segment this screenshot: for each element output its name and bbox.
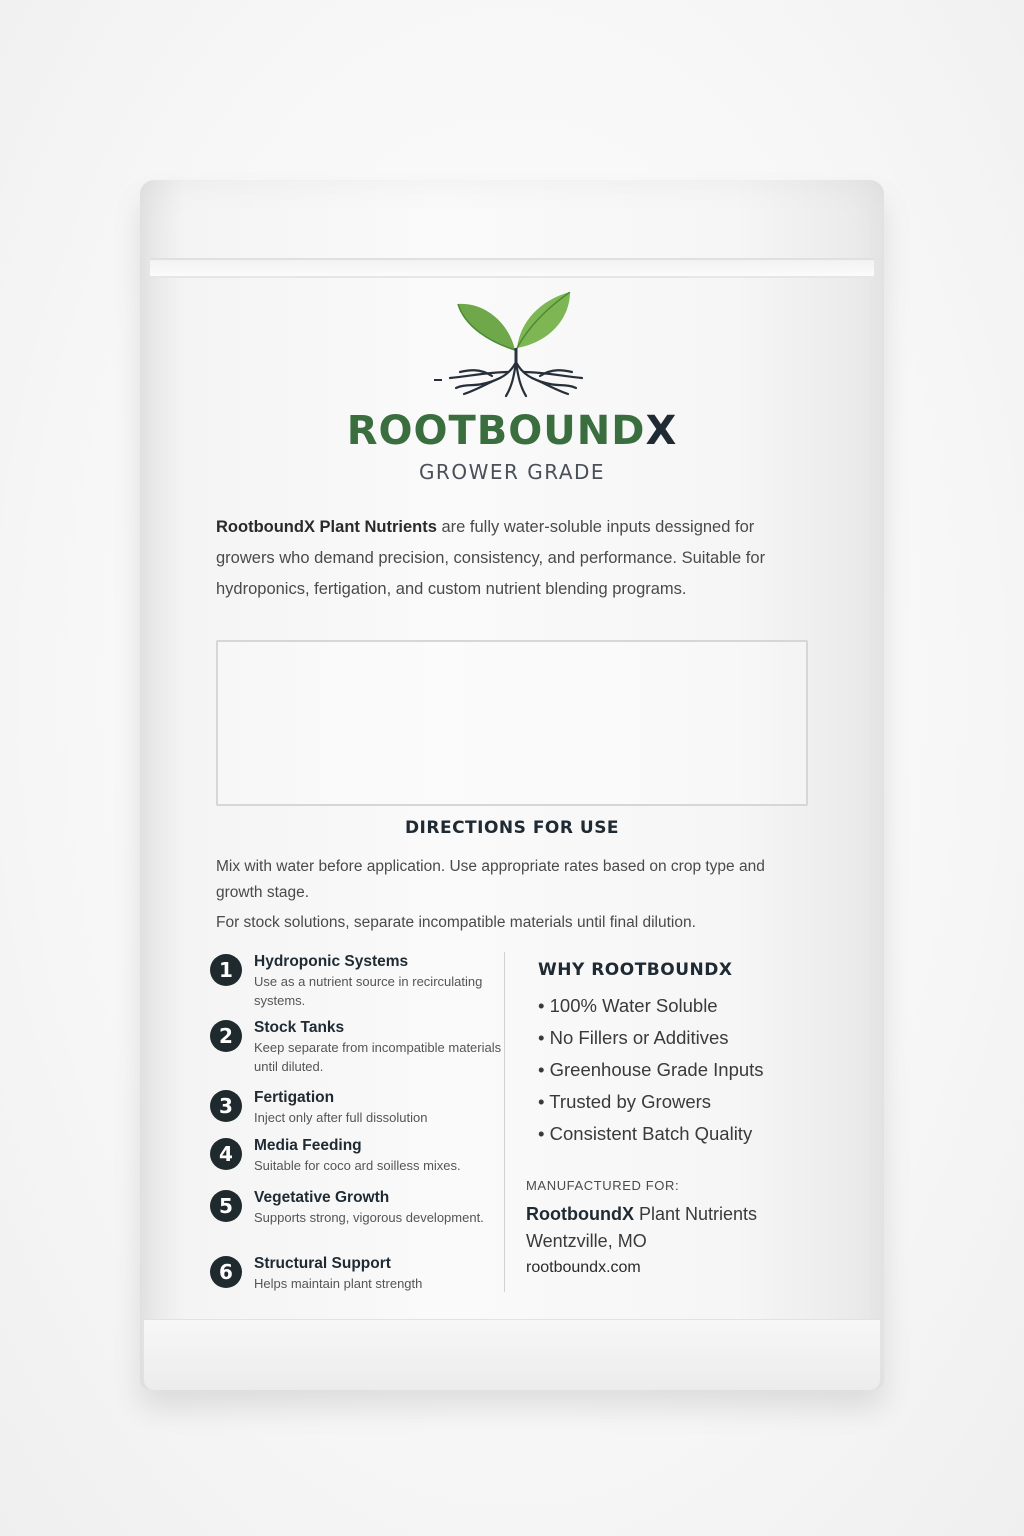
step-item — [210, 1136, 510, 1188]
manufacturer-url: rootboundx.com — [526, 1259, 641, 1276]
column-divider — [504, 952, 505, 1292]
directions-para-1: Mix with water before application. Use appropriate rates based on crop type and growth stage. — [216, 858, 765, 901]
manufacturer-location: Wentzville, MO — [526, 1231, 647, 1251]
step-title: Structural Support — [254, 1255, 391, 1272]
manufacturer-company-rest: Plant Nutrients — [633, 1204, 758, 1224]
why-list-item: • 100% Water Soluble — [538, 990, 838, 1022]
manufacturer-block — [526, 1178, 846, 1281]
step-number-badge: 1 — [210, 954, 242, 986]
step-number-badge: 3 — [210, 1090, 242, 1122]
step-description: Keep separate from incompatible materials until diluted. — [254, 1040, 502, 1074]
intro-paragraph — [216, 512, 816, 605]
directions-title: DIRECTIONS FOR USE — [404, 818, 620, 838]
step-item — [210, 1088, 510, 1136]
step-number-badge: 2 — [210, 1020, 242, 1052]
intro-text: are fully water-soluble inputs dessigned for growers who demand precision, consistency, and performance. Suitable for hydroponics, fertigation, and custom nutrient blending programs. — [216, 518, 766, 598]
directions-para-2: For stock solutions, separate incompatible materials until final dilution. — [216, 914, 696, 931]
brand-name-x: X — [645, 408, 678, 454]
manufacturer-label: MANUFACTURED FOR: — [526, 1178, 680, 1193]
blank-label-box — [216, 640, 808, 806]
step-number-badge: 6 — [210, 1256, 242, 1288]
manufacturer-company — [526, 1201, 846, 1228]
step-item — [210, 1254, 510, 1298]
why-list — [538, 990, 838, 1150]
directions-text — [216, 854, 806, 940]
step-number-badge: 5 — [210, 1190, 242, 1222]
step-title: Vegetative Growth — [254, 1189, 390, 1206]
step-title: Stock Tanks — [254, 1019, 345, 1036]
product-pouch — [140, 180, 884, 1390]
step-description: Helps maintain plant strength — [254, 1276, 423, 1291]
step-title: Fertigation — [254, 1089, 335, 1106]
sprout-with-roots-icon — [420, 292, 610, 402]
manufacturer-company-bold: RootboundX — [526, 1204, 634, 1224]
why-list-item: • Consistent Batch Quality — [538, 1118, 838, 1150]
why-list-item: • Greenhouse Grade Inputs — [538, 1054, 838, 1086]
pouch-top-seal — [150, 258, 874, 278]
step-description: Inject only after full dissolution — [254, 1110, 428, 1125]
brand-subtitle: GROWER GRADE — [418, 460, 606, 484]
step-description: Use as a nutrient source in recirculating systems. — [254, 974, 483, 1008]
intro-lead: RootboundX Plant Nutrients — [216, 518, 437, 536]
why-title: WHY ROOTBOUNDX — [538, 960, 733, 980]
step-description: Suitable for coco ard soilless mixes. — [254, 1158, 461, 1173]
why-list-item: • No Fillers or Additives — [538, 1022, 838, 1054]
brand-name-main: ROOTBOUND — [346, 408, 646, 454]
why-list-item: • Trusted by Growers — [538, 1086, 838, 1118]
step-description: Supports strong, vigorous development. — [254, 1210, 484, 1225]
why-section — [538, 960, 838, 1150]
usage-steps — [210, 952, 510, 1298]
brand-wordmark — [140, 408, 884, 454]
step-title: Hydroponic Systems — [254, 953, 409, 970]
pouch-bottom-gusset — [144, 1319, 880, 1390]
step-item — [210, 1018, 510, 1088]
step-item — [210, 952, 510, 1018]
step-number-badge: 4 — [210, 1138, 242, 1170]
step-title: Media Feeding — [254, 1137, 362, 1154]
step-item — [210, 1188, 510, 1254]
